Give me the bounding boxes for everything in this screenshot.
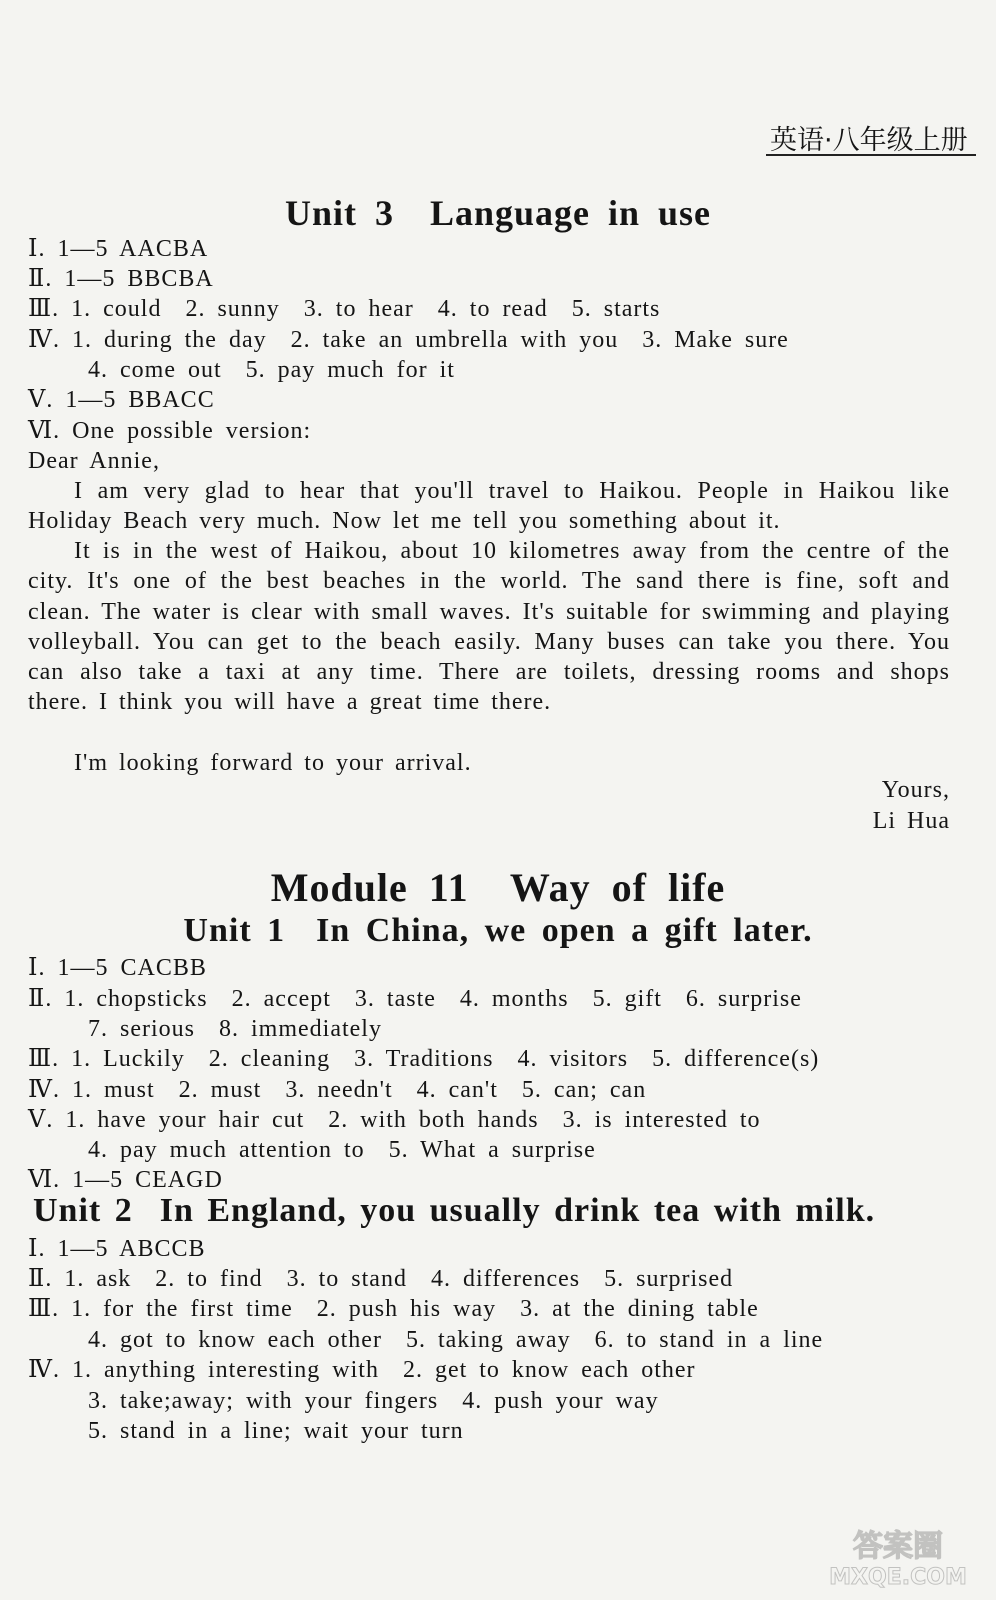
unit1-heading: Unit 1 In China, we open a gift later.: [183, 912, 813, 949]
letter-signature: Li Hua: [872, 808, 950, 834]
site-watermark: [818, 1522, 978, 1592]
watermark-text-cn: 答案圈: [853, 1529, 943, 1564]
answer-line: Ⅵ. One possible version:: [28, 418, 312, 444]
watermark-text-url: MXQE.COM: [829, 1565, 967, 1590]
module-heading: Module 11 Way of life: [270, 865, 726, 910]
answer-line: 4. pay much attention to 5. What a surprise: [28, 1137, 596, 1163]
book-title: 英语·八年级上册: [770, 125, 968, 156]
answer-line: Ⅱ. 1. chopsticks 2. accept 3. taste 4. months 5. gift 6. surprise: [28, 986, 802, 1012]
letter-greeting: Dear Annie,: [28, 448, 160, 474]
answer-line: Ⅴ. 1. have your hair cut 2. with both hands 3. is interested to: [28, 1107, 761, 1133]
answer-line: Ⅳ. 1. must 2. must 3. needn't 4. can't 5. can; can: [28, 1077, 647, 1103]
answer-line: 5. stand in a line; wait your turn: [28, 1418, 464, 1444]
answer-line: 4. got to know each other 5. taking away 6. to stand in a line: [28, 1327, 824, 1353]
answer-line: Ⅳ. 1. during the day 2. take an umbrella with you 3. Make sure: [28, 327, 789, 353]
answer-line: Ⅲ. 1. could 2. sunny 3. to hear 4. to read 5. starts: [28, 296, 661, 322]
answer-line: Ⅰ. 1—5 ABCCB: [28, 1236, 206, 1262]
answer-line: Ⅱ. 1. ask 2. to find 3. to stand 4. differences 5. surprised: [28, 1266, 734, 1292]
answer-line: Ⅵ. 1—5 CEAGD: [28, 1167, 223, 1193]
letter-paragraph: It is in the west of Haikou, about 10 kilometres away from the centre of the city. It's one of the best beaches in the world. The sand there is fine, soft and clean. The water is clear with small waves. It's suitable for swimming and playing volleyball. You can get to the beach easily. Many buses can take you there. You can also take a taxi at any time. There are toilets, dressing rooms and shops there. I think you will have a great time there.: [28, 538, 950, 716]
answer-line: Ⅲ. 1. for the first time 2. push his way 3. at the dining table: [28, 1296, 759, 1322]
answer-line: 7. serious 8. immediately: [28, 1016, 382, 1042]
letter-closing: Yours,: [881, 777, 950, 803]
letter-paragraph: I'm looking forward to your arrival.: [74, 750, 472, 776]
letter-paragraph: I am very glad to hear that you'll travel to Haikou. People in Haikou like Holiday Beach very much. Now let me tell you something about it.: [28, 478, 950, 535]
answer-line: Ⅲ. 1. Luckily 2. cleaning 3. Traditions 4. visitors 5. difference(s): [28, 1046, 820, 1072]
answer-line: 3. take;away; with your fingers 4. push your way: [28, 1388, 659, 1414]
answer-line: Ⅴ. 1—5 BBACC: [28, 387, 215, 413]
answer-line: Ⅰ. 1—5 AACBA: [28, 236, 209, 262]
answer-line: 4. come out 5. pay much for it: [28, 357, 455, 383]
answer-line: Ⅰ. 1—5 CACBB: [28, 955, 207, 981]
answer-line: Ⅱ. 1—5 BBCBA: [28, 266, 214, 292]
unit3-heading: Unit 3 Language in use: [284, 193, 712, 233]
unit2-heading: Unit 2 In England, you usually drink tea with milk.: [33, 1192, 876, 1229]
answer-line: Ⅳ. 1. anything interesting with 2. get to know each other: [28, 1357, 696, 1383]
header-divider: [766, 154, 976, 156]
